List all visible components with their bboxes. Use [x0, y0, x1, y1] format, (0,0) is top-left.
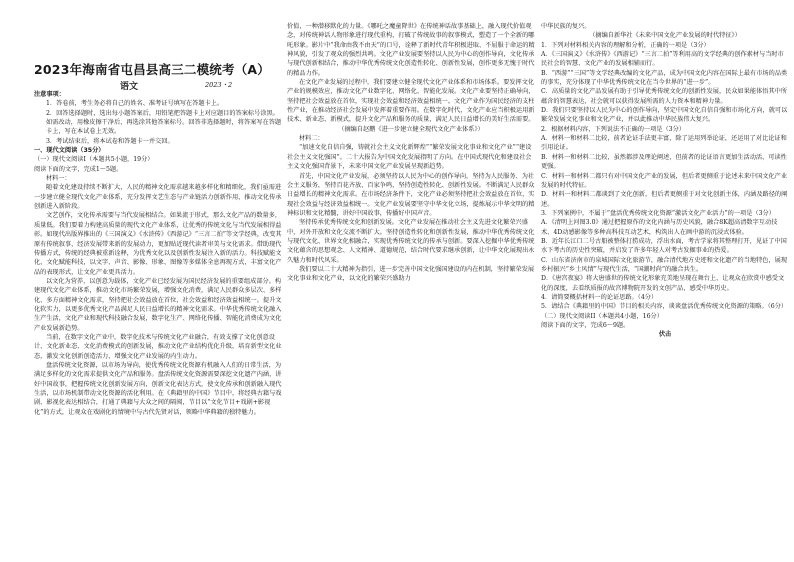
column-2 — [287, 22, 535, 284]
instruction: 阅读下面的文字，完成6～9题。 — [541, 322, 630, 329]
notice-item: 2．回答选择题时，选出每小题答案后，用铅笔把答题卡上对应题目的答案标号涂黑。如需改动，用橡皮擦干净后，再选涂其他答案标号。回答非选择题时，将答案写在答题卡上，写在本试卷上无效。 — [46, 109, 282, 136]
column-1 — [34, 90, 282, 417]
instruction: 阅读下面的文字，完成1～5题。 — [34, 165, 123, 173]
option: B．近年长江口二号古船被整体打捞成功，浮出水面，考古学家将其整理打开，见证了中国水下考古的历史性突破，并启发了许多年轻人对考古发掘事业的热爱。 — [541, 237, 787, 255]
subsection-heading: （一）现代文阅读I（本题共5小题，19分） — [34, 156, 154, 164]
paragraph: 盘活传统文化资源，以市场为导向，使优秀传统文化资源有机融入人们的日常生活，为满足多样化的文化需求提供文化产品和服务。盘活传统文化资源需要深挖文化遗产内涵，讲好中国故事，把握传统文化创新发展方向，创新文化表达方式，使文化传承和创新融入现代生活，以市场机制带动文化资源的活化利用。在《典籍里的中国》节目中，将经典古籍与戏剧、影视化表达相结合，打通了典籍与大众之间的隔阂，节目以“文化节目+戏剧+影视化”的方式，让观众在戏剧化的情境中与古代先贤对话，领略中华典籍的独特魅力。 — [34, 361, 282, 416]
paragraph: 我们要以二十大精神为指引，进一步完善中国文化强国建设的内在机制，坚持繁荣发展文化事业和文化产业，以文化的繁荣兴盛助力 — [287, 265, 535, 283]
option: C．山东省济南市的泉城国际文化旅游节，融合清代地方史迹和文化遗产的当地特色，展现乡村振兴“乡土风情”与现代生活，“国潮时尚”的融合共生。 — [541, 256, 788, 273]
exam-date: 2023・2 — [205, 81, 233, 89]
option: D．材料一和材料二都谈到了文化创新，但后者更侧重于对文化创新主体，内涵及路径的阐述。 — [541, 191, 788, 208]
section-heading: 一、现代文阅读（35分） — [34, 147, 105, 155]
paragraph: 首先，中国文化产业发展，必须坚持以人民为中心的创作导向，坚持为人民服务、为社会主义服务，坚持百花齐放、百家争鸣，坚持创造性转化、创新性发展。不断满足人民群众日益增长的精神文化需求。在市场经济条件下，文化产业必须坚持把社会效益放在首位，实现社会效益与经济效益相统一。文化产业发展要坚守中华文化立场，提炼展示中华文明的精神标识和文化精髓，讲好中国故事，传播好中国声音。 — [287, 172, 535, 217]
subsection-heading: （二）现代文阅读II（本题共4小题，16分） — [541, 312, 663, 320]
question: 2．根据材料内容，下列说法不正确的一项是（3分） — [541, 125, 685, 133]
question: 5．请结合《典籍里的中国》节目的相关内容，谈谈盘活优秀传统文化资源的策略。（6分） — [541, 303, 788, 311]
column-3 — [541, 22, 789, 340]
option: A．《三国演义》《水浒传》《西游记》“三言二拍”等利用高的文学经典的创作素材与当时市民社会的智慧、文化产业的发展相辅而行。 — [541, 51, 784, 68]
option: C．材料一和材料二都只有对中国文化产业的发展，但后者更侧重于论述未来中国文化产业发展的时代特征。 — [541, 172, 788, 189]
exam-subject: 语文 — [120, 82, 139, 92]
paragraph: 中华民族的复兴。 — [541, 23, 591, 30]
paragraph: 当前，在数字文化产业中，数字化技术与传统文化产业融合，有效支撑了文化创意设计、文化新业态、文化消费模式的创新发展，推动文化产业结构优化升级，培育新型文化业态，激发文化创新创造活力，增强文化产业发展的内生动力。 — [34, 333, 282, 360]
paragraph: 在文化产业发展的过程中，我们要建立健全现代文化产业体系和市场体系。要发挥文化产业的规模效应，推动文化产业数字化、网络化、智能化发展。文化产业要坚持正确导向，坚持把社会效益放在首位，实现社会效益和经济效益相统一。文化产业作为国民经济的支柱性产业，在推动经济社会发展中发挥着重要作用。在数字化时代，文化产业应当积极运用新技术、新业态、新模式，提升文化产品和服务的质量，满足人民日益增长的美好生活需要。 — [287, 79, 535, 124]
option: A．材料一和材料二比较，前者论证手法更丰富，除了运用列举论证，还运用了对比论证和引用论证。 — [541, 135, 787, 152]
source-note: （摘编自新华社《未来中国文化产业发展的时代特征》） — [589, 32, 741, 40]
source-note: （摘编自赵鹏《进一步建立健全现代文化产业体系》） — [338, 125, 484, 133]
option: A．《清明上河图3.0》通过把握原作的文化内涵与历史风貌，融合8K超高清数字互动技术、4D动感影像等多种高科技互动艺术，构筑出人在画中游的沉浸式体验。 — [541, 219, 778, 236]
paragraph: 随着文化建设持续不断扩大，人民的精神文化需求越来越多样化和精细化，我们亟需进一步建立健全现代文化产业体系，充分发挥文艺生态与产业链活力创新作用，推动文化传承创新进入新阶段。 — [34, 184, 282, 211]
paragraph: “加速文化自信自强，铸就社会主义文化新辉煌”“繁荣发展文化事业和文化产业”“建设社会主义文化强国”。二十大报告为中国文化发展指明了方向。在中国式现代化和建设社会主义文化强国背景下，未来中国文化产业发展呈现新趋势。 — [287, 144, 532, 171]
option: B．“西游”“三国”等文学经典改编的文化产品，成为中国文化内容在国际上最有市场的品类的事实，充分体现了中华优秀传统文化在当今世界的“进一步”。 — [541, 69, 788, 87]
notice-heading: 注意事项： — [34, 91, 65, 98]
paragraph: 价值，一种潜移默化的力量。《哪吒之魔童降世》在传统神话故事基础上，融入现代价值观念，对传统神话人物形象进行现代重构，打破了传统故事的叙事模式，塑造了一个全新的哪吒形象。影片中“我命由我不由天”的口号，诠释了新时代青年积极进取、不屈服于命运的精神风貌，引发了观众的强烈共鸣。文化产业发展要坚持以人民为中心的创作导向，文化传承与现代创新相结合，推动中华优秀传统文化创造性转化、创新性发展，创作更多无愧于时代的精品力作。 — [287, 23, 535, 77]
material-label: 材料一： — [46, 175, 71, 183]
question: 3．下列案例中，不属于“盘活优秀传统文化资源”激活文化产业活力”的一项是（3分） — [541, 209, 775, 217]
option: D．《唐宫夜宴》将大唐盛世的传统文化形象充美地呈现在舞台上，让观众在欣赏中感受文化的深度，去看纸质报的故宫博物院开发的文创产品，感受中华历史。 — [541, 275, 785, 292]
exam-title: 2023年海南省屯昌县高三二模统考（A） — [34, 62, 270, 77]
passage-title: 伏击 — [658, 331, 672, 339]
question: 1．下列对材料相关内容的理解和分析，正确的一项是（3分） — [541, 41, 710, 49]
material-label: 材料二： — [299, 135, 324, 143]
option: B．材料一和材料二比较，虽然都涉及理论阐述，但前者的论证语言更加生活动活，可读性更强。 — [541, 153, 787, 171]
notice-item: 1．答卷前，考生务必将自己的姓名、准考证号填写在答题卡上。 — [46, 100, 224, 108]
notice-item: 3．考试结束后，将本试卷和答题卡一并交回。 — [46, 137, 174, 145]
paragraph: 以文化为营养，以创意为载体，文化产业已经发展为国民经济发展的重要组成部分。构建现代文化产业体系，推动文化市场繁荣发展，增强文化消费，满足人民群众多层次、多样化、多方面精神文化需求，坚持把社会效益放在首位，社会效益和经济效益相统一。提升文化软实力，以更多优秀文化产品满足人民日益增长的精神文化需求。中华优秀传统文化融入生产生活，文化产业和现代科技融合发展，数字化生产、网络化传播、智能化消费成为文化产业发展新趋势。 — [34, 277, 282, 332]
option: C．高质量的文化产品发展有助于引导优秀传统文化的创新性发展，民众如果能体悟其中所蕴含的智慧表达，社会就可以获得发展所需的人力资本和精神力量。 — [541, 88, 788, 105]
option: D．我们只要坚持以人民为中心的创作导向，坚定中国文化自信自强和市场化方向，就可以繁荣发展文化事业和文化产业，并以此推动中华民族伟大复兴。 — [541, 107, 788, 124]
paragraph: 坚持传承优秀传统文化和创新发展。文化产业发展在推动社会主义先进文化繁荣兴盛中，对外开放和文化交流不断扩大。坚持创造性转化和创新性发展，推动中华优秀传统文化与现代文化、世界文化相融合，实现优秀传统文化的传承与创新。要深入挖掘中华优秀传统文化蕴含的思想观念、人文精神、道德规范，结合时代要求继承创新，让中华文化展现出永久魅力和时代风采。 — [287, 219, 535, 264]
question: 4．请简要概括材料一的论证思路。（4分） — [541, 293, 658, 301]
paragraph: 文艺创作，文化传承需要与当代发展相结合。如果流于形式，那么文化产品的数量多，质量低。我们要着力构建高质量的现代文化产业体系，让优秀的传统文化与当代发展相得益彰。如现代出版界推出的《三国演义》《水浒传》《西游记》“三言二拍”等文学经典，改变其原有传统叙事，经济发展带来新的发展动力，更加贴近现代读者审美与文化需求。借助现代传播方式，传统的经典被重新诠释，为优秀文化以及创新性发展注入新的活力。科技赋能文化，文化赋能科技，以文字、声音、影像、形象、图像等多媒体全息再现方式，丰富文化产品的表现形式，让文化产业更具活力。 — [34, 212, 282, 276]
